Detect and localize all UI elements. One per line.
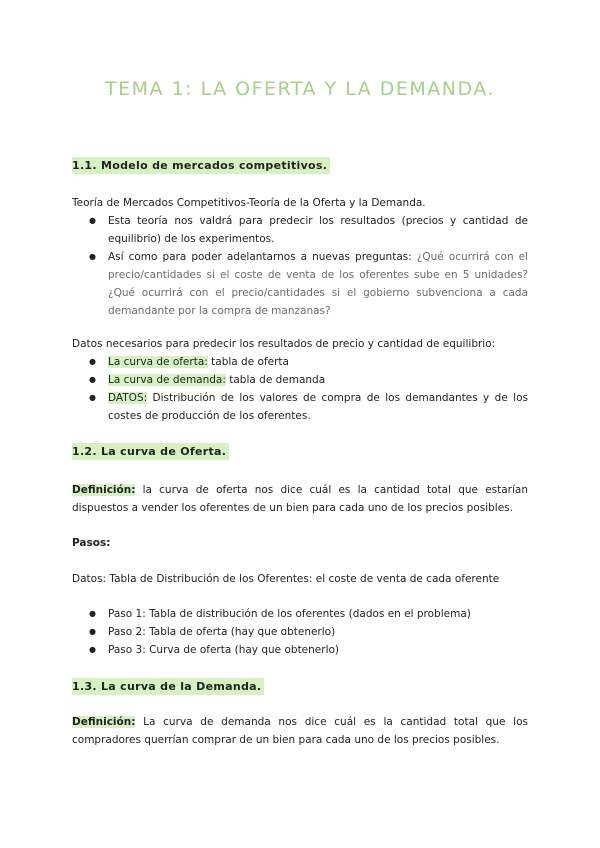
section-1-1-heading: 1.1. Modelo de mercados competitivos.	[72, 157, 330, 174]
s2-datos: Datos: Tabla de Distribución de los Oferentes: el coste de venta de cada oferente	[72, 573, 500, 585]
list-item: ● Paso 3: Curva de oferta (hay que obtenerlo)	[72, 641, 528, 659]
s1-intro: Teoría de Mercados Competitivos-Teoría de la Oferta y la Demanda.	[72, 197, 426, 209]
s3-definition: Definición: La curva de demanda nos dice cuál es la cantidad total que los compradores querrían comprar de un bien para cada uno de los precios posibles.	[72, 716, 528, 746]
list-item: ● DATOS: Distribución de los valores de compra de los demandantes y de los costes de producción de los oferentes.	[72, 389, 528, 425]
section-1-3-heading: 1.3. La curva de la Demanda.	[72, 678, 264, 695]
s2-definition: Definición: la curva de oferta nos dice cuál es la cantidad total que estarían dispuestos a vender los oferentes de un bien para cada uno de los precios posibles.	[72, 484, 528, 514]
list-item: ● Paso 1: Tabla de distribución de los oferentes (dados en el problema)	[72, 605, 528, 623]
s1-bullet-list	[72, 212, 528, 320]
list-item: ● Paso 2: Tabla de oferta (hay que obtenerlo)	[72, 623, 528, 641]
s1-data-list	[72, 353, 528, 425]
s2-pasos-label: Pasos:	[72, 537, 111, 549]
list-item: ● Así como para poder adelantarnos a nuevas preguntas: ¿Qué ocurrirá con el precio/cantidades si el coste de venta de los oferentes sube en 5 unidades? ¿Qué ocurrirá con el precio/cantidades si el gobierno subvenciona a cada demandante por la compra de manzanas?	[72, 248, 528, 320]
list-item: ● La curva de demanda: tabla de demanda	[72, 371, 528, 389]
list-item: ● La curva de oferta: tabla de oferta	[72, 353, 528, 371]
s2-steps-list	[72, 605, 528, 659]
s1-data-intro: Datos necesarios para predecir los resultados de precio y cantidad de equilibrio:	[72, 338, 496, 350]
section-1-2-heading: 1.2. La curva de Oferta.	[72, 443, 229, 460]
page-title: TEMA 1: LA OFERTA Y LA DEMANDA.	[105, 78, 495, 100]
list-item: ● Esta teoría nos valdrá para predecir los resultados (precios y cantidad de equilibrio) de los experimentos.	[72, 212, 528, 248]
